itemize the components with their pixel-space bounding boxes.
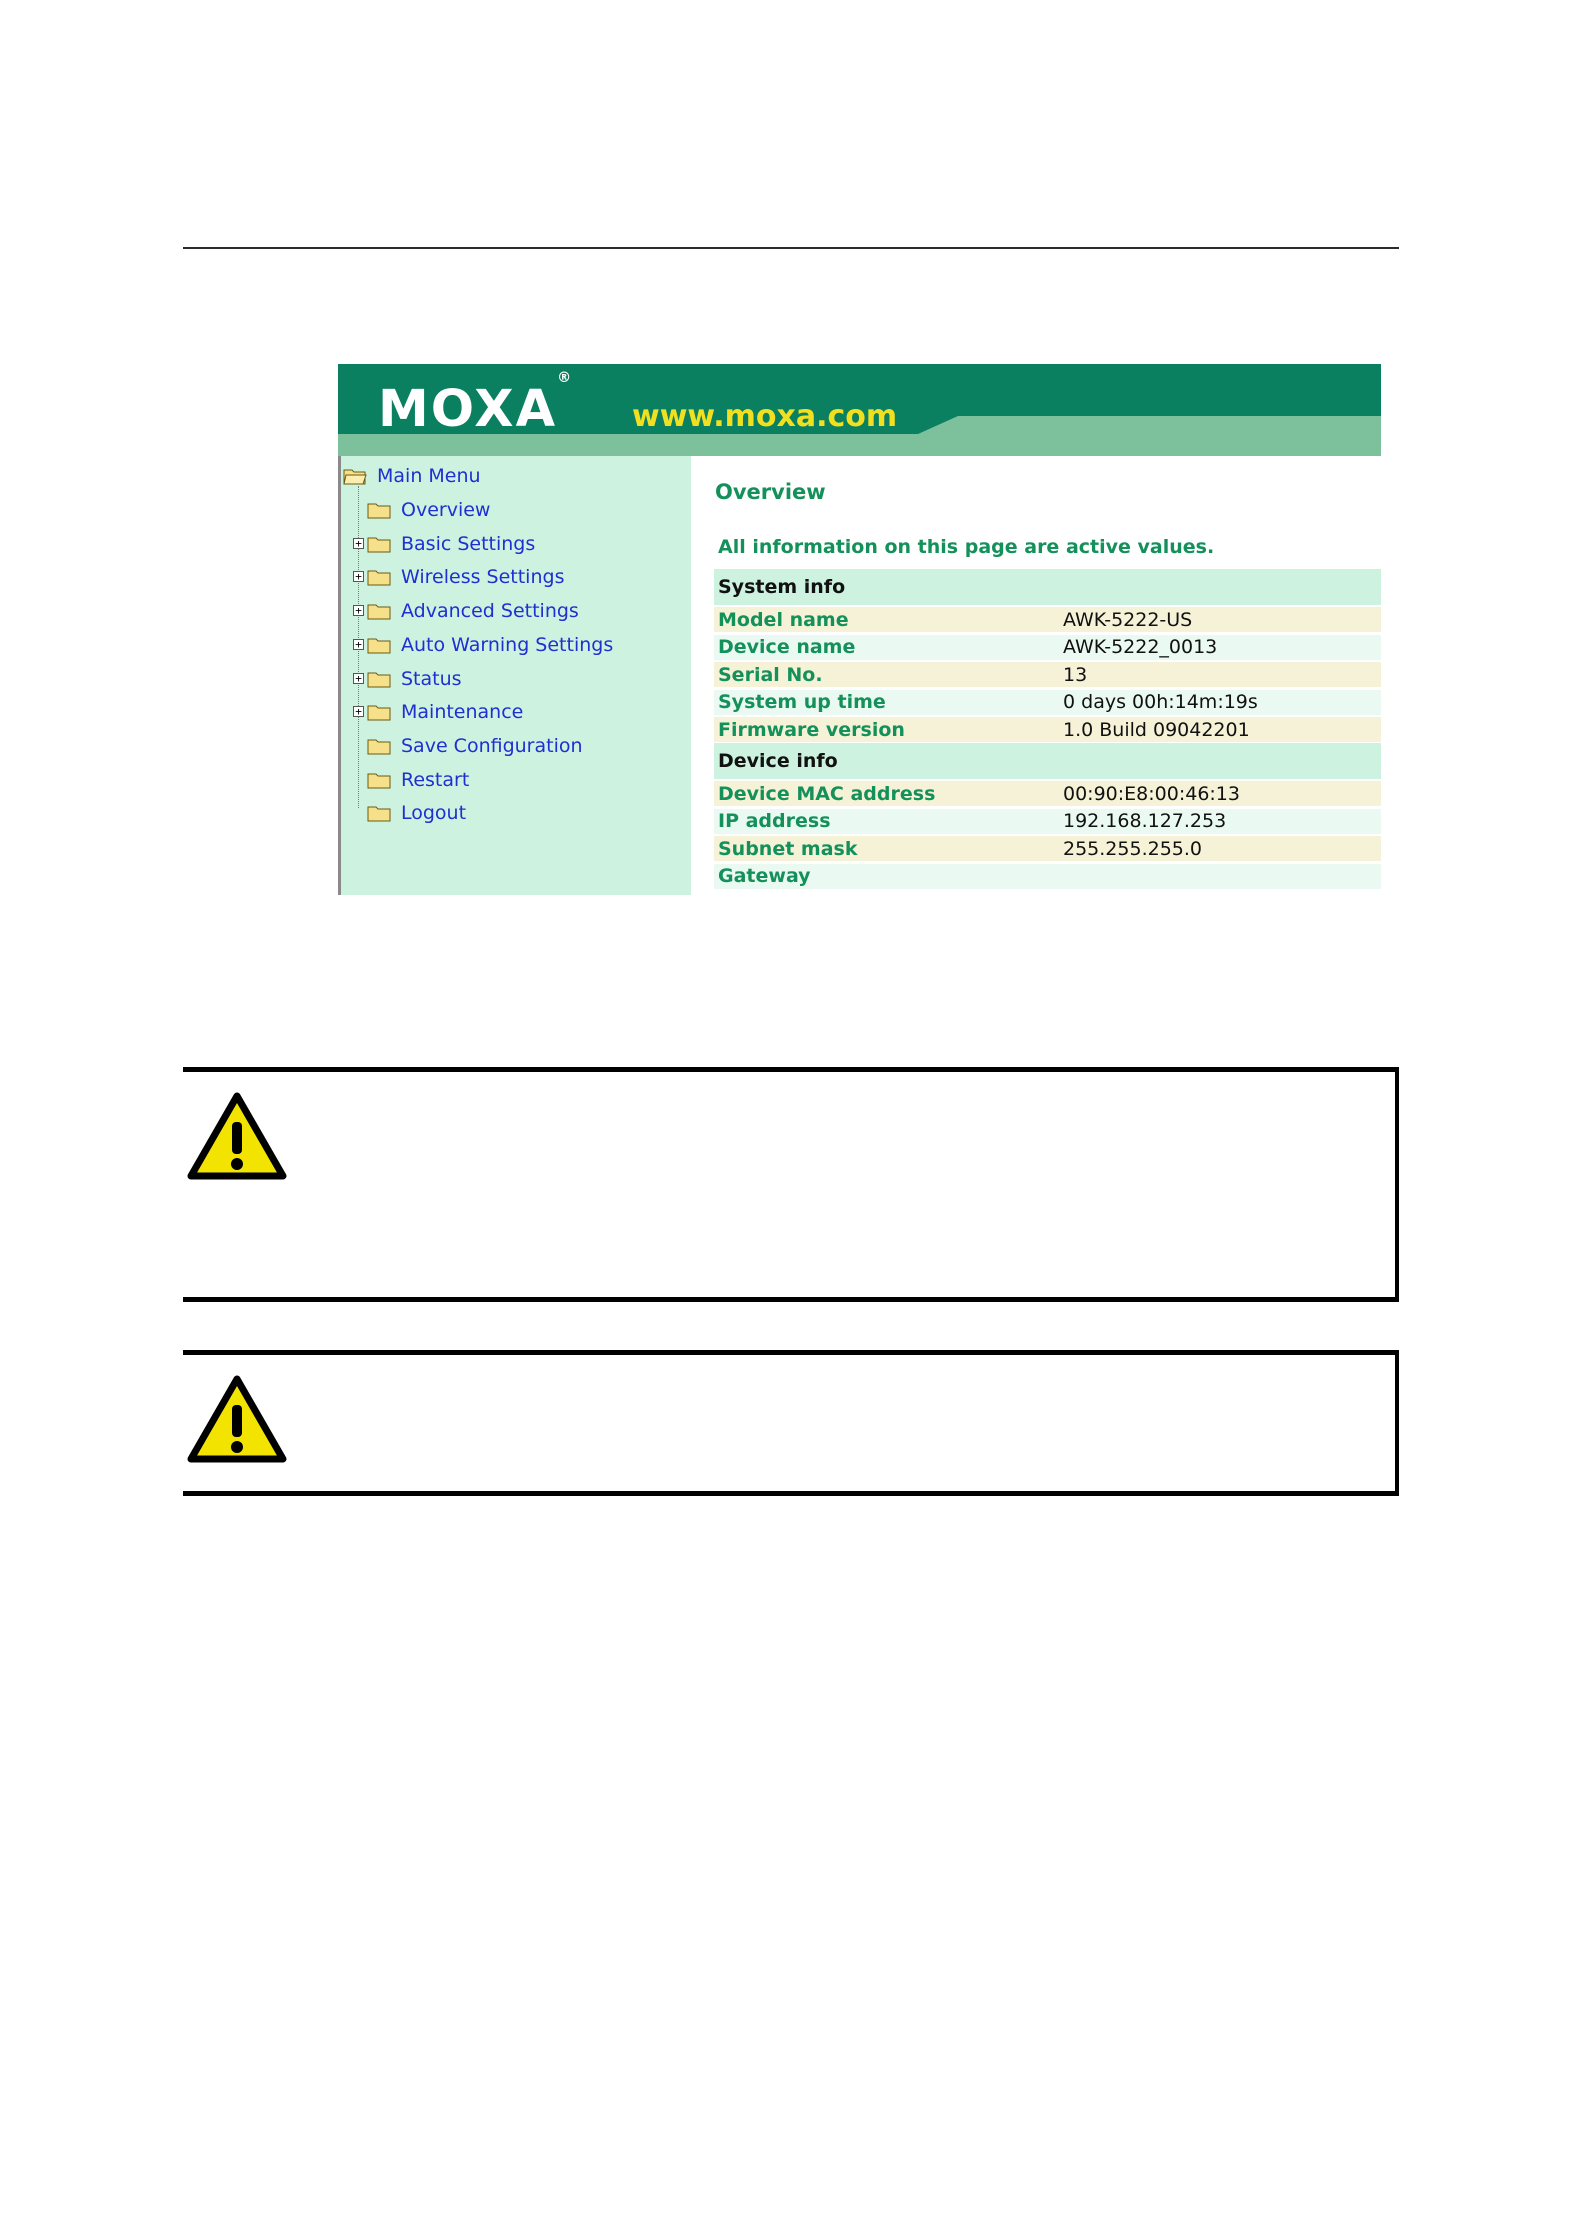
header-rule bbox=[183, 247, 1399, 249]
caution-box-2 bbox=[183, 1350, 1399, 1496]
info-key: Model name bbox=[718, 608, 849, 631]
info-row bbox=[714, 781, 1381, 806]
active-values-note: All information on this page are active values. bbox=[718, 536, 1215, 558]
expand-icon[interactable]: + bbox=[353, 571, 364, 582]
system-info-heading: System info bbox=[714, 569, 1381, 605]
info-value: 192.168.127.253 bbox=[1063, 810, 1227, 832]
menu-item-label: Advanced Settings bbox=[401, 600, 579, 623]
info-key: System up time bbox=[718, 691, 886, 713]
expand-icon[interactable]: + bbox=[353, 538, 364, 549]
menu-item-status[interactable] bbox=[355, 664, 462, 694]
folder-icon bbox=[367, 771, 391, 789]
menu-item-label: Logout bbox=[401, 802, 467, 825]
folder-icon bbox=[367, 636, 391, 654]
info-row bbox=[714, 717, 1381, 742]
menu-item-label: Wireless Settings bbox=[401, 566, 565, 589]
info-key: Device name bbox=[718, 636, 856, 658]
folder-icon bbox=[367, 568, 391, 586]
expand-icon[interactable]: + bbox=[353, 605, 364, 616]
info-row bbox=[714, 690, 1381, 715]
info-key: IP address bbox=[718, 810, 831, 832]
moxa-url[interactable]: www.moxa.com bbox=[632, 399, 898, 434]
info-value: 00:90:E8:00:46:13 bbox=[1063, 782, 1240, 805]
menu-item-label: Restart bbox=[401, 768, 470, 791]
menu-item-label: Auto Warning Settings bbox=[401, 633, 614, 656]
page-title: Overview bbox=[715, 480, 826, 504]
info-row bbox=[714, 607, 1381, 632]
folder-icon bbox=[367, 703, 391, 721]
menu-item-label: Status bbox=[401, 667, 462, 690]
folder-icon bbox=[367, 670, 391, 688]
info-value: 255.255.255.0 bbox=[1063, 837, 1203, 860]
warning-triangle-icon bbox=[187, 1092, 287, 1180]
info-row bbox=[714, 662, 1381, 687]
menu-item-wireless-settings[interactable] bbox=[355, 562, 565, 592]
device-info-heading: Device info bbox=[714, 743, 1381, 779]
menu-item-label: Save Configuration bbox=[401, 734, 583, 757]
info-row bbox=[714, 809, 1381, 834]
caution-box-1 bbox=[183, 1067, 1399, 1302]
moxa-banner bbox=[338, 364, 1381, 456]
moxa-logo: MOXA® bbox=[378, 370, 574, 439]
info-value: AWK-5222-US bbox=[1063, 608, 1193, 631]
info-key: Device MAC address bbox=[718, 782, 936, 805]
warning-triangle-icon bbox=[187, 1375, 287, 1463]
open-folder-icon bbox=[343, 467, 367, 485]
menu-item-save-configuration[interactable] bbox=[367, 731, 583, 761]
menu-item-logout[interactable] bbox=[367, 798, 466, 828]
menu-item-auto-warning-settings[interactable] bbox=[355, 630, 614, 660]
folder-icon bbox=[367, 804, 391, 822]
expand-icon[interactable]: + bbox=[353, 706, 364, 717]
expand-icon[interactable]: + bbox=[353, 673, 364, 684]
expand-icon[interactable]: + bbox=[353, 639, 364, 650]
info-value: 0 days 00h:14m:19s bbox=[1063, 691, 1258, 713]
menu-item-overview[interactable] bbox=[367, 495, 490, 525]
info-key: Firmware version bbox=[718, 718, 905, 741]
info-key: Gateway bbox=[718, 865, 811, 887]
info-row bbox=[714, 635, 1381, 660]
info-value: 1.0 Build 09042201 bbox=[1063, 718, 1250, 741]
info-value: AWK-5222_0013 bbox=[1063, 636, 1218, 658]
folder-icon bbox=[367, 737, 391, 755]
folder-icon bbox=[367, 535, 391, 553]
overview-panel bbox=[694, 456, 1381, 895]
info-row bbox=[714, 836, 1381, 861]
info-key: Serial No. bbox=[718, 663, 823, 686]
info-row bbox=[714, 864, 1381, 889]
menu-item-advanced-settings[interactable] bbox=[355, 596, 579, 626]
main-menu-tree bbox=[338, 456, 691, 895]
menu-item-label: Maintenance bbox=[401, 701, 524, 724]
info-value: 13 bbox=[1063, 663, 1088, 686]
menu-item-label: Basic Settings bbox=[401, 532, 536, 555]
folder-icon bbox=[367, 602, 391, 620]
menu-item-maintenance[interactable] bbox=[355, 697, 524, 727]
menu-item-restart[interactable] bbox=[367, 765, 469, 795]
info-key: Subnet mask bbox=[718, 837, 858, 860]
menu-item-label: Overview bbox=[401, 499, 491, 521]
web-console-screenshot bbox=[338, 364, 1381, 895]
folder-icon bbox=[367, 501, 391, 519]
menu-root[interactable] bbox=[343, 461, 481, 491]
menu-root-label: Main Menu bbox=[377, 465, 481, 487]
menu-item-basic-settings[interactable] bbox=[355, 529, 536, 559]
